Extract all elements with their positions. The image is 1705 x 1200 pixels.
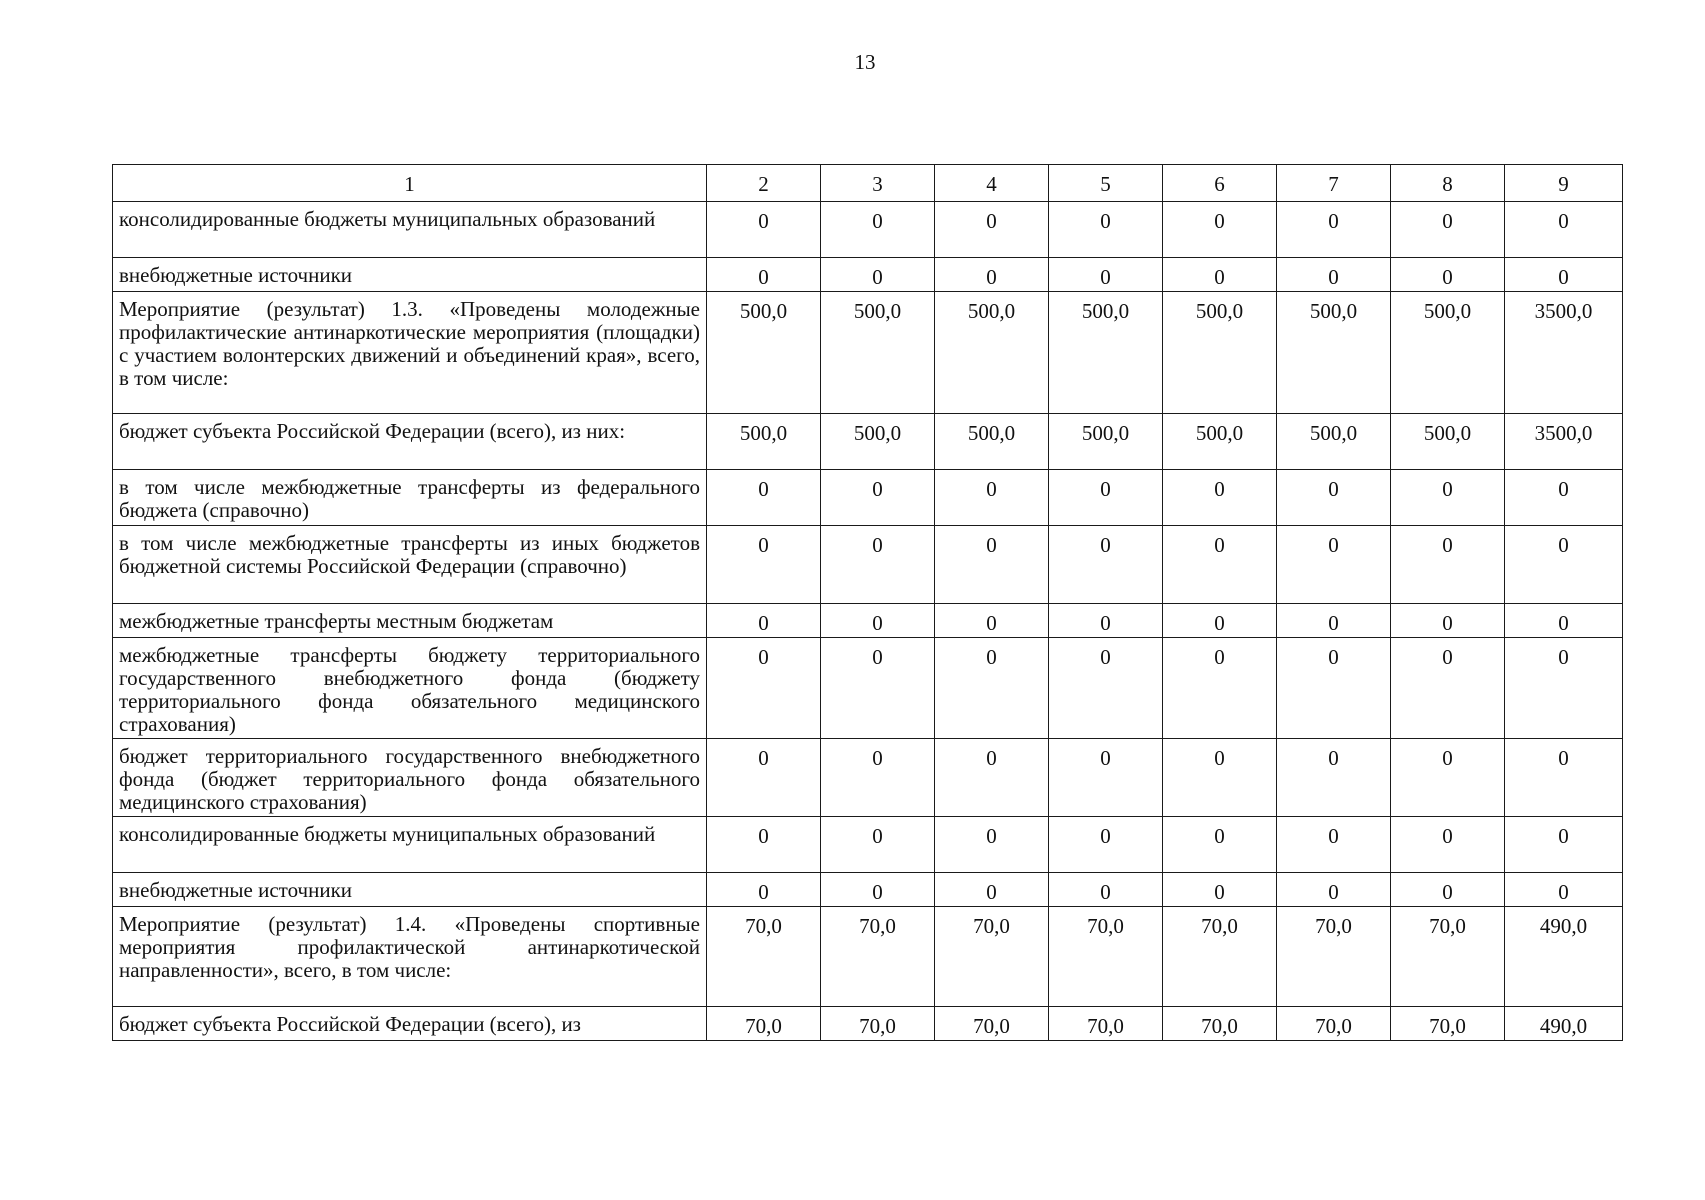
value-cell: 0 <box>1391 202 1505 258</box>
value-cell: 0 <box>1163 604 1277 638</box>
value-cell: 3500,0 <box>1505 292 1623 414</box>
column-header: 7 <box>1277 165 1391 202</box>
value-cell: 0 <box>1391 817 1505 873</box>
row-label: внебюджетные источники <box>113 873 707 907</box>
value-cell: 500,0 <box>821 292 935 414</box>
value-cell: 500,0 <box>935 414 1049 470</box>
row-label: межбюджетные трансферты бюджету территориального государственного внебюджетного фонда (бюджету территориального фонда обязательного медицинского страхования) <box>113 638 707 739</box>
value-cell: 0 <box>707 258 821 292</box>
value-cell: 500,0 <box>1391 292 1505 414</box>
value-cell: 0 <box>935 258 1049 292</box>
value-cell: 0 <box>1163 739 1277 817</box>
value-cell: 0 <box>935 638 1049 739</box>
row-label: Мероприятие (результат) 1.4. «Проведены спортивные мероприятия профилактической антинаркотической направленности», всего, в том числе: <box>113 907 707 1007</box>
value-cell: 0 <box>707 873 821 907</box>
page-number: 13 <box>854 50 876 74</box>
value-cell: 0 <box>821 817 935 873</box>
value-cell: 0 <box>1505 873 1623 907</box>
value-cell: 500,0 <box>1049 414 1163 470</box>
row-label: консолидированные бюджеты муниципальных образований <box>113 817 707 873</box>
value-cell: 0 <box>1049 526 1163 604</box>
value-cell: 0 <box>1505 526 1623 604</box>
value-cell: 0 <box>821 739 935 817</box>
value-cell: 500,0 <box>1277 414 1391 470</box>
row-label: бюджет территориального государственного внебюджетного фонда (бюджет территориального фонда обязательного медицинского страхования) <box>113 739 707 817</box>
table-row <box>113 414 1623 470</box>
value-cell: 0 <box>821 526 935 604</box>
value-cell: 0 <box>707 470 821 526</box>
table-row <box>113 1007 1623 1041</box>
value-cell: 0 <box>1163 526 1277 604</box>
value-cell: 0 <box>1391 470 1505 526</box>
value-cell: 0 <box>1277 604 1391 638</box>
value-cell: 500,0 <box>707 292 821 414</box>
value-cell: 0 <box>1049 604 1163 638</box>
table-row <box>113 202 1623 258</box>
table-row <box>113 817 1623 873</box>
column-header: 5 <box>1049 165 1163 202</box>
row-label: Мероприятие (результат) 1.3. «Проведены молодежные профилактические антинаркотические мероприятия (площадки) с участием волонтерских движений и объединений края», всего, в том числе: <box>113 292 707 414</box>
value-cell: 70,0 <box>935 1007 1049 1041</box>
value-cell: 70,0 <box>1277 907 1391 1007</box>
value-cell: 0 <box>935 873 1049 907</box>
value-cell: 70,0 <box>1049 907 1163 1007</box>
value-cell: 500,0 <box>821 414 935 470</box>
value-cell: 0 <box>821 202 935 258</box>
value-cell: 500,0 <box>935 292 1049 414</box>
budget-table <box>112 164 1623 1041</box>
value-cell: 0 <box>1163 258 1277 292</box>
value-cell: 0 <box>1505 739 1623 817</box>
value-cell: 70,0 <box>707 1007 821 1041</box>
value-cell: 0 <box>935 526 1049 604</box>
table-header-row <box>113 165 1623 202</box>
value-cell: 0 <box>1049 817 1163 873</box>
value-cell: 0 <box>1277 258 1391 292</box>
value-cell: 0 <box>707 526 821 604</box>
column-header: 1 <box>113 165 707 202</box>
value-cell: 500,0 <box>1163 292 1277 414</box>
table-row <box>113 526 1623 604</box>
column-header: 2 <box>707 165 821 202</box>
row-label: бюджет субъекта Российской Федерации (всего), из них: <box>113 414 707 470</box>
value-cell: 0 <box>1391 873 1505 907</box>
value-cell: 0 <box>1049 258 1163 292</box>
value-cell: 0 <box>821 258 935 292</box>
row-label: бюджет субъекта Российской Федерации (всего), из <box>113 1007 707 1041</box>
row-label: межбюджетные трансферты местным бюджетам <box>113 604 707 638</box>
value-cell: 70,0 <box>1391 1007 1505 1041</box>
value-cell: 0 <box>1391 526 1505 604</box>
value-cell: 0 <box>821 873 935 907</box>
value-cell: 0 <box>1277 873 1391 907</box>
value-cell: 0 <box>1049 873 1163 907</box>
row-label: внебюджетные источники <box>113 258 707 292</box>
table-row <box>113 258 1623 292</box>
value-cell: 490,0 <box>1505 1007 1623 1041</box>
value-cell: 0 <box>707 604 821 638</box>
value-cell: 490,0 <box>1505 907 1623 1007</box>
table-row <box>113 470 1623 526</box>
value-cell: 0 <box>1505 258 1623 292</box>
table-row <box>113 604 1623 638</box>
value-cell: 0 <box>1049 470 1163 526</box>
column-header: 4 <box>935 165 1049 202</box>
value-cell: 500,0 <box>1049 292 1163 414</box>
value-cell: 3500,0 <box>1505 414 1623 470</box>
value-cell: 0 <box>821 638 935 739</box>
value-cell: 70,0 <box>821 1007 935 1041</box>
value-cell: 0 <box>707 202 821 258</box>
row-label: в том числе межбюджетные трансферты из федерального бюджета (справочно) <box>113 470 707 526</box>
value-cell: 0 <box>707 739 821 817</box>
value-cell: 0 <box>935 817 1049 873</box>
value-cell: 0 <box>1391 258 1505 292</box>
value-cell: 500,0 <box>1163 414 1277 470</box>
value-cell: 70,0 <box>1391 907 1505 1007</box>
value-cell: 0 <box>1163 817 1277 873</box>
table-row <box>113 739 1623 817</box>
table-row <box>113 907 1623 1007</box>
value-cell: 0 <box>707 638 821 739</box>
value-cell: 0 <box>1505 817 1623 873</box>
value-cell: 0 <box>935 739 1049 817</box>
value-cell: 0 <box>1277 202 1391 258</box>
value-cell: 0 <box>935 470 1049 526</box>
value-cell: 0 <box>1049 202 1163 258</box>
value-cell: 70,0 <box>1163 1007 1277 1041</box>
value-cell: 0 <box>1277 739 1391 817</box>
value-cell: 0 <box>821 470 935 526</box>
row-label: в том числе межбюджетные трансферты из иных бюджетов бюджетной системы Российской Федерации (справочно) <box>113 526 707 604</box>
value-cell: 70,0 <box>1163 907 1277 1007</box>
value-cell: 70,0 <box>821 907 935 1007</box>
value-cell: 0 <box>1277 817 1391 873</box>
value-cell: 0 <box>1391 638 1505 739</box>
value-cell: 500,0 <box>707 414 821 470</box>
value-cell: 0 <box>1277 526 1391 604</box>
column-header: 8 <box>1391 165 1505 202</box>
value-cell: 0 <box>1163 202 1277 258</box>
column-header: 6 <box>1163 165 1277 202</box>
column-header: 9 <box>1505 165 1623 202</box>
value-cell: 70,0 <box>707 907 821 1007</box>
value-cell: 0 <box>1505 638 1623 739</box>
value-cell: 70,0 <box>935 907 1049 1007</box>
value-cell: 0 <box>1277 638 1391 739</box>
value-cell: 0 <box>1505 604 1623 638</box>
value-cell: 0 <box>935 604 1049 638</box>
value-cell: 0 <box>1505 202 1623 258</box>
value-cell: 0 <box>1163 873 1277 907</box>
table-row <box>113 638 1623 739</box>
value-cell: 0 <box>1277 470 1391 526</box>
value-cell: 0 <box>1391 739 1505 817</box>
value-cell: 70,0 <box>1049 1007 1163 1041</box>
value-cell: 0 <box>1049 638 1163 739</box>
value-cell: 0 <box>1163 470 1277 526</box>
value-cell: 70,0 <box>1277 1007 1391 1041</box>
value-cell: 0 <box>1505 470 1623 526</box>
value-cell: 0 <box>707 817 821 873</box>
value-cell: 0 <box>821 604 935 638</box>
value-cell: 500,0 <box>1277 292 1391 414</box>
table-row <box>113 292 1623 414</box>
value-cell: 0 <box>1049 739 1163 817</box>
table-row <box>113 873 1623 907</box>
value-cell: 500,0 <box>1391 414 1505 470</box>
row-label: консолидированные бюджеты муниципальных образований <box>113 202 707 258</box>
value-cell: 0 <box>1163 638 1277 739</box>
value-cell: 0 <box>1391 604 1505 638</box>
column-header: 3 <box>821 165 935 202</box>
value-cell: 0 <box>935 202 1049 258</box>
